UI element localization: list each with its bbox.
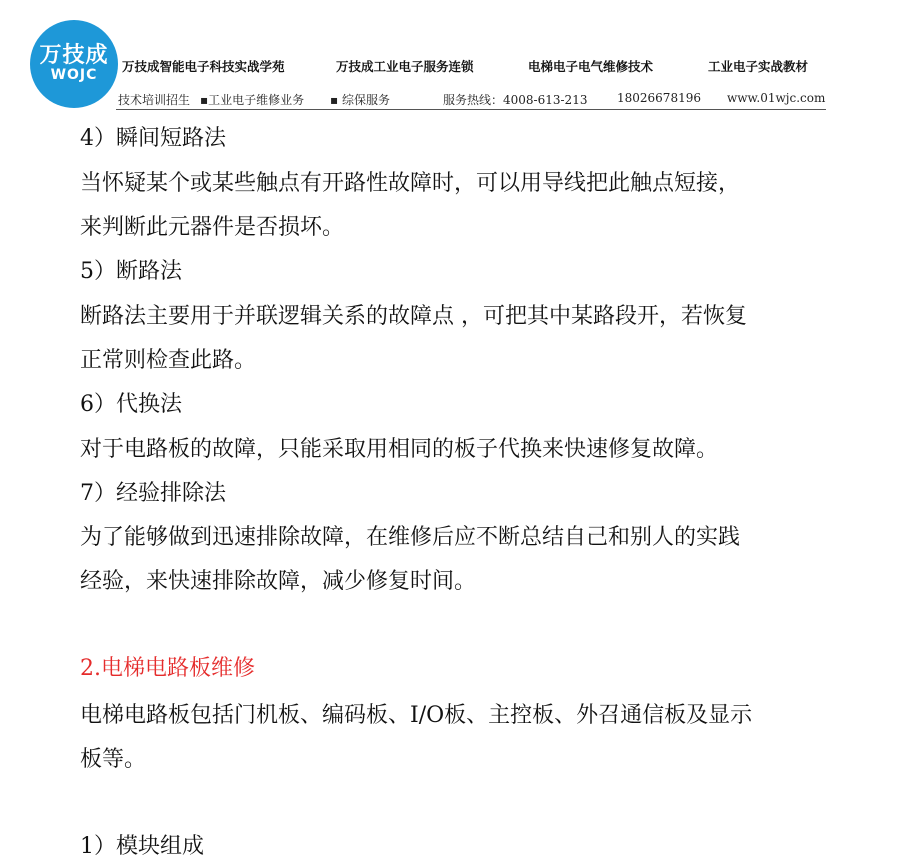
logo-english-text: WOJC xyxy=(50,67,98,83)
paragraph-line: 经验，来快速排除故障，减少修复时间。 xyxy=(80,569,477,594)
info-training: 技术培训招生 xyxy=(118,93,191,107)
nav-item-service-chain[interactable]: 万技成工业电子服务连锁 xyxy=(336,59,474,74)
info-maintenance: ▪ 综保服务 xyxy=(330,93,390,107)
info-hotline: 服务热线：4008-613-213 xyxy=(443,93,588,107)
heading-experience: 7）经验排除法 xyxy=(80,481,226,506)
info-repair: ▪工业电子维修业务 xyxy=(200,93,305,107)
nav-item-elevator-tech[interactable]: 电梯电子电气维修技术 xyxy=(528,59,654,74)
heading-instant-short-circuit: 4）瞬间短路法 xyxy=(80,126,226,151)
paragraph-line: 来判断此元器件是否损坏。 xyxy=(80,215,345,240)
heading-open-circuit: 5）断路法 xyxy=(80,259,182,284)
paragraph-line: 对于电路板的故障，只能采取用相同的板子代换来快速修复故障。 xyxy=(80,437,719,462)
logo-chinese-text: 万技成 xyxy=(39,43,109,68)
paragraph-line: 正常则检查此路。 xyxy=(80,348,257,373)
logo-trademark: TM xyxy=(111,37,127,47)
paragraph-line: 断路法主要用于并联逻辑关系的故障点 ，可把其中某路段开，若恢复 xyxy=(80,304,747,329)
header-divider xyxy=(116,109,826,110)
paragraph-line: 板等。 xyxy=(80,747,147,772)
paragraph-line: 电梯电路板包括门机板、编码板、I/O板、主控板、外召通信板及显示 xyxy=(80,703,753,728)
heading-module-composition: 1）模块组成 xyxy=(80,834,204,859)
section-heading-elevator-board-repair: 2.电梯电路板维修 xyxy=(80,656,255,681)
paragraph-line: 当怀疑某个或某些触点有开路性故障时，可以用导线把此触点短接， xyxy=(80,171,741,196)
header-nav xyxy=(0,57,902,75)
paragraph-line: 为了能够做到迅速排除故障，在维修后应不断总结自己和别人的实践 xyxy=(80,525,741,550)
heading-substitution: 6）代换法 xyxy=(80,392,182,417)
nav-item-academy[interactable]: 万技成智能电子科技实战学苑 xyxy=(122,59,285,74)
info-mobile: 18026678196 xyxy=(617,91,701,105)
nav-item-textbook[interactable]: 工业电子实战教材 xyxy=(708,59,809,74)
info-website: www.01wjc.com xyxy=(727,91,826,105)
